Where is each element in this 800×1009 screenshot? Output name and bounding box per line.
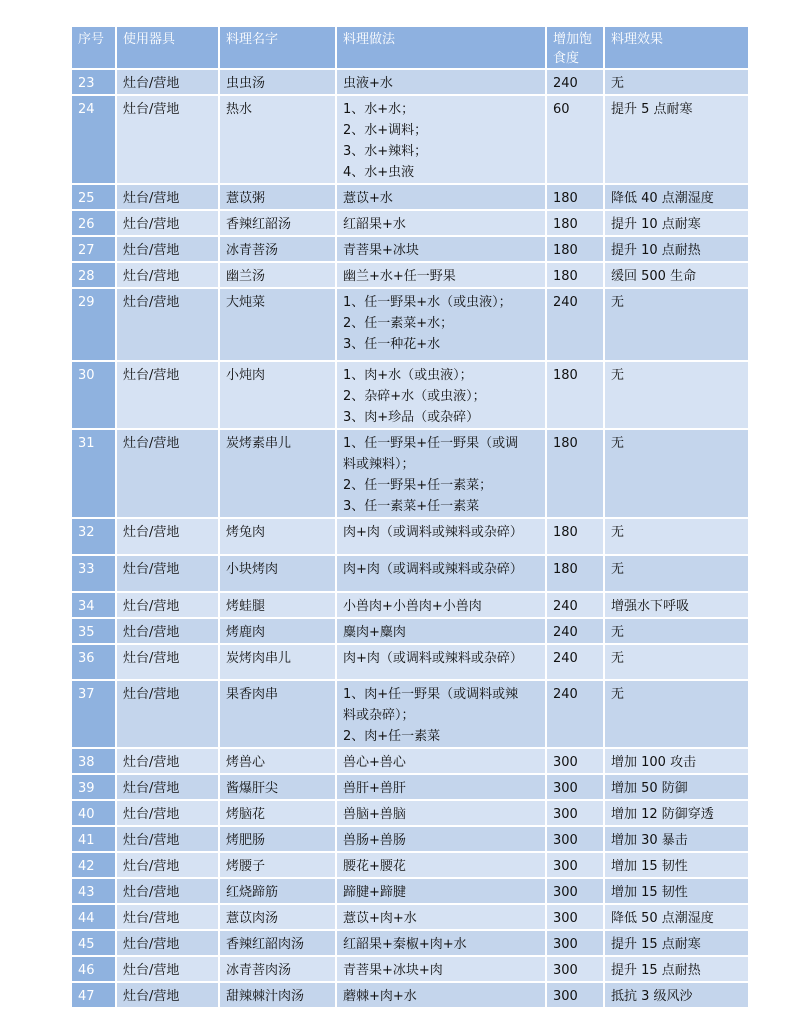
dish-name-cell: 红烧蹄筋 — [219, 878, 336, 904]
method-line: 料或辣料）； — [343, 457, 415, 472]
table-row — [71, 904, 749, 930]
dish-name-cell: 幽兰汤 — [219, 262, 336, 288]
method-cell — [336, 826, 546, 852]
method-line: 1、肉+任一野果（或调料或辣 — [343, 687, 519, 702]
row-number: 27 — [71, 236, 116, 262]
effect-cell: 增加 12 防御穿透 — [604, 800, 749, 826]
method-line: 4、水+虫液 — [343, 165, 415, 180]
row-number: 30 — [71, 361, 116, 429]
dish-name-cell: 香辣红韶汤 — [219, 210, 336, 236]
dish-name-cell: 烤兽心 — [219, 748, 336, 774]
table-row — [71, 236, 749, 262]
effect-cell: 无 — [604, 429, 749, 518]
row-number: 41 — [71, 826, 116, 852]
satiety-cell: 240 — [546, 592, 604, 618]
effect-cell: 无 — [604, 555, 749, 592]
tool-cell: 灶台/营地 — [116, 288, 219, 361]
effect-cell: 降低 40 点潮湿度 — [604, 184, 749, 210]
effect-cell: 提升 5 点耐寒 — [604, 95, 749, 184]
method-line: 3、肉+珍品（或杂碎） — [343, 410, 480, 425]
tool-cell: 灶台/营地 — [116, 69, 219, 95]
method-cell — [336, 184, 546, 210]
method-cell — [336, 236, 546, 262]
method-line: 红韶果+水 — [343, 217, 406, 232]
dish-name-cell: 热水 — [219, 95, 336, 184]
effect-cell: 提升 10 点耐热 — [604, 236, 749, 262]
satiety-cell: 180 — [546, 184, 604, 210]
tool-cell: 灶台/营地 — [116, 429, 219, 518]
effect-cell: 无 — [604, 680, 749, 748]
recipe-table — [70, 25, 750, 1009]
effect-cell: 增加 50 防御 — [604, 774, 749, 800]
tool-cell: 灶台/营地 — [116, 982, 219, 1008]
table-row — [71, 878, 749, 904]
tool-cell: 灶台/营地 — [116, 262, 219, 288]
dish-name-cell: 炭烤肉串儿 — [219, 644, 336, 680]
tool-cell: 灶台/营地 — [116, 618, 219, 644]
dish-name-cell: 果香肉串 — [219, 680, 336, 748]
dish-name-cell: 薏苡粥 — [219, 184, 336, 210]
table-row — [71, 184, 749, 210]
effect-cell: 增加 15 韧性 — [604, 852, 749, 878]
dish-name-cell: 烤鹿肉 — [219, 618, 336, 644]
table-row — [71, 748, 749, 774]
dish-name-cell: 烤蛙腿 — [219, 592, 336, 618]
row-number: 24 — [71, 95, 116, 184]
method-cell — [336, 592, 546, 618]
dish-name-cell: 烤兔肉 — [219, 518, 336, 555]
tool-cell: 灶台/营地 — [116, 800, 219, 826]
dish-name-cell: 虫虫汤 — [219, 69, 336, 95]
row-number: 29 — [71, 288, 116, 361]
row-number: 28 — [71, 262, 116, 288]
method-cell — [336, 69, 546, 95]
table-row — [71, 555, 749, 592]
method-line: 兽脑+兽脑 — [343, 807, 406, 822]
satiety-cell: 180 — [546, 555, 604, 592]
table-row — [71, 826, 749, 852]
method-cell — [336, 210, 546, 236]
method-line: 1、水+水； — [343, 102, 415, 117]
satiety-cell: 300 — [546, 774, 604, 800]
tool-cell: 灶台/营地 — [116, 904, 219, 930]
dish-name-cell: 烤肥肠 — [219, 826, 336, 852]
method-line: 兽肠+兽肠 — [343, 833, 406, 848]
table-row — [71, 800, 749, 826]
method-cell — [336, 555, 546, 592]
tool-cell: 灶台/营地 — [116, 361, 219, 429]
dish-name-cell: 烤脑花 — [219, 800, 336, 826]
row-number: 45 — [71, 930, 116, 956]
effect-cell: 增加 15 韧性 — [604, 878, 749, 904]
satiety-cell: 60 — [546, 95, 604, 184]
tool-cell: 灶台/营地 — [116, 826, 219, 852]
row-number: 26 — [71, 210, 116, 236]
table-row — [71, 210, 749, 236]
method-line: 3、任一种花+水 — [343, 337, 441, 352]
tool-cell: 灶台/营地 — [116, 852, 219, 878]
table-row — [71, 288, 749, 361]
row-number: 31 — [71, 429, 116, 518]
method-line: 2、肉+任一素菜 — [343, 729, 441, 744]
method-line: 兽肝+兽肝 — [343, 781, 406, 796]
method-cell — [336, 288, 546, 361]
tool-cell: 灶台/营地 — [116, 592, 219, 618]
method-cell — [336, 518, 546, 555]
table-row — [71, 518, 749, 555]
row-number: 42 — [71, 852, 116, 878]
table-row — [71, 429, 749, 518]
table-row — [71, 982, 749, 1008]
method-line: 1、任一野果+任一野果（或调 — [343, 436, 519, 451]
tool-cell: 灶台/营地 — [116, 956, 219, 982]
table-row — [71, 956, 749, 982]
method-cell — [336, 262, 546, 288]
table-row — [71, 680, 749, 748]
table-row — [71, 644, 749, 680]
row-number: 23 — [71, 69, 116, 95]
table-row — [71, 774, 749, 800]
method-cell — [336, 644, 546, 680]
tool-cell: 灶台/营地 — [116, 555, 219, 592]
effect-cell: 提升 15 点耐热 — [604, 956, 749, 982]
tool-cell: 灶台/营地 — [116, 878, 219, 904]
satiety-cell: 180 — [546, 429, 604, 518]
header-satiety: 增加饱食度 — [546, 26, 604, 69]
header-no: 序号 — [71, 26, 116, 69]
method-line: 兽心+兽心 — [343, 755, 406, 770]
satiety-cell: 180 — [546, 210, 604, 236]
satiety-cell: 300 — [546, 930, 604, 956]
row-number: 38 — [71, 748, 116, 774]
method-line: 1、任一野果+水（或虫液）； — [343, 295, 512, 310]
tool-cell: 灶台/营地 — [116, 95, 219, 184]
method-cell — [336, 982, 546, 1008]
dish-name-cell: 冰青菩肉汤 — [219, 956, 336, 982]
dish-name-cell: 小块烤肉 — [219, 555, 336, 592]
satiety-cell: 180 — [546, 361, 604, 429]
dish-name-cell: 冰青菩汤 — [219, 236, 336, 262]
satiety-cell: 300 — [546, 748, 604, 774]
satiety-cell: 240 — [546, 69, 604, 95]
effect-cell: 增加 100 攻击 — [604, 748, 749, 774]
method-line: 幽兰+水+任一野果 — [343, 269, 456, 284]
tool-cell: 灶台/营地 — [116, 774, 219, 800]
method-line: 2、水+调料； — [343, 123, 428, 138]
table-row — [71, 262, 749, 288]
satiety-cell: 240 — [546, 644, 604, 680]
table-row — [71, 930, 749, 956]
dish-name-cell: 酱爆肝尖 — [219, 774, 336, 800]
tool-cell: 灶台/营地 — [116, 644, 219, 680]
row-number: 34 — [71, 592, 116, 618]
method-line: 料或杂碎）； — [343, 708, 415, 723]
method-line: 3、水+辣料； — [343, 144, 428, 159]
satiety-cell: 300 — [546, 982, 604, 1008]
row-number: 46 — [71, 956, 116, 982]
method-cell — [336, 930, 546, 956]
satiety-cell: 300 — [546, 826, 604, 852]
satiety-cell: 240 — [546, 288, 604, 361]
tool-cell: 灶台/营地 — [116, 748, 219, 774]
row-number: 43 — [71, 878, 116, 904]
effect-cell: 无 — [604, 69, 749, 95]
satiety-cell: 300 — [546, 852, 604, 878]
method-line: 青菩果+冰块+肉 — [343, 963, 443, 978]
tool-cell: 灶台/营地 — [116, 210, 219, 236]
method-line: 虫液+水 — [343, 76, 393, 91]
tool-cell: 灶台/营地 — [116, 680, 219, 748]
row-number: 33 — [71, 555, 116, 592]
table-header-row — [71, 26, 749, 69]
table-row — [71, 361, 749, 429]
method-cell — [336, 904, 546, 930]
effect-cell: 抵抗 3 级风沙 — [604, 982, 749, 1008]
method-cell — [336, 618, 546, 644]
method-line: 2、任一野果+任一素菜； — [343, 478, 493, 493]
method-cell — [336, 852, 546, 878]
effect-cell: 无 — [604, 288, 749, 361]
dish-name-cell: 薏苡肉汤 — [219, 904, 336, 930]
method-cell — [336, 429, 546, 518]
effect-cell: 提升 15 点耐寒 — [604, 930, 749, 956]
method-line: 小兽肉+小兽肉+小兽肉 — [343, 599, 482, 614]
method-line: 肉+肉（或调料或辣料或杂碎） — [343, 525, 523, 540]
method-line: 腰花+腰花 — [343, 859, 406, 874]
method-line: 2、杂碎+水（或虫液）； — [343, 389, 486, 404]
method-cell — [336, 95, 546, 184]
satiety-cell: 300 — [546, 800, 604, 826]
tool-cell: 灶台/营地 — [116, 236, 219, 262]
dish-name-cell: 炭烤素串儿 — [219, 429, 336, 518]
effect-cell: 无 — [604, 644, 749, 680]
satiety-cell: 180 — [546, 518, 604, 555]
method-line: 蹄腱+蹄腱 — [343, 885, 406, 900]
effect-cell: 无 — [604, 618, 749, 644]
dish-name-cell: 香辣红韶肉汤 — [219, 930, 336, 956]
table-row — [71, 95, 749, 184]
satiety-cell: 240 — [546, 618, 604, 644]
method-line: 肉+肉（或调料或辣料或杂碎） — [343, 651, 523, 666]
row-number: 47 — [71, 982, 116, 1008]
header-method: 料理做法 — [336, 26, 546, 69]
method-cell — [336, 774, 546, 800]
method-line: 麋肉+麋肉 — [343, 625, 406, 640]
row-number: 39 — [71, 774, 116, 800]
effect-cell: 增加 30 暴击 — [604, 826, 749, 852]
dish-name-cell: 小炖肉 — [219, 361, 336, 429]
method-line: 蘑棘+肉+水 — [343, 989, 417, 1004]
method-cell — [336, 878, 546, 904]
method-cell — [336, 956, 546, 982]
method-line: 3、任一素菜+任一素菜 — [343, 499, 480, 514]
header-effect: 料理效果 — [604, 26, 749, 69]
header-tool: 使用器具 — [116, 26, 219, 69]
satiety-cell: 180 — [546, 236, 604, 262]
satiety-cell: 240 — [546, 680, 604, 748]
satiety-cell: 300 — [546, 878, 604, 904]
method-cell — [336, 800, 546, 826]
row-number: 32 — [71, 518, 116, 555]
tool-cell: 灶台/营地 — [116, 930, 219, 956]
method-line: 2、任一素菜+水； — [343, 316, 454, 331]
dish-name-cell: 甜辣棘汁肉汤 — [219, 982, 336, 1008]
satiety-cell: 180 — [546, 262, 604, 288]
method-line: 肉+肉（或调料或辣料或杂碎） — [343, 562, 523, 577]
method-line: 薏苡+水 — [343, 191, 393, 206]
effect-cell: 降低 50 点潮湿度 — [604, 904, 749, 930]
row-number: 44 — [71, 904, 116, 930]
row-number: 37 — [71, 680, 116, 748]
method-line: 薏苡+肉+水 — [343, 911, 417, 926]
table-row — [71, 618, 749, 644]
effect-cell: 无 — [604, 518, 749, 555]
satiety-cell: 300 — [546, 956, 604, 982]
method-line: 1、肉+水（或虫液）； — [343, 368, 473, 383]
table-row — [71, 69, 749, 95]
method-line: 青菩果+冰块 — [343, 243, 419, 258]
effect-cell: 无 — [604, 361, 749, 429]
row-number: 36 — [71, 644, 116, 680]
effect-cell: 缓回 500 生命 — [604, 262, 749, 288]
row-number: 35 — [71, 618, 116, 644]
dish-name-cell: 大炖菜 — [219, 288, 336, 361]
satiety-cell: 300 — [546, 904, 604, 930]
effect-cell: 提升 10 点耐寒 — [604, 210, 749, 236]
method-cell — [336, 748, 546, 774]
method-line: 红韶果+秦椒+肉+水 — [343, 937, 467, 952]
effect-cell: 增强水下呼吸 — [604, 592, 749, 618]
table-row — [71, 592, 749, 618]
tool-cell: 灶台/营地 — [116, 184, 219, 210]
dish-name-cell: 烤腰子 — [219, 852, 336, 878]
method-cell — [336, 680, 546, 748]
table-row — [71, 852, 749, 878]
tool-cell: 灶台/营地 — [116, 518, 219, 555]
row-number: 25 — [71, 184, 116, 210]
method-cell — [336, 361, 546, 429]
header-name: 料理名字 — [219, 26, 336, 69]
row-number: 40 — [71, 800, 116, 826]
